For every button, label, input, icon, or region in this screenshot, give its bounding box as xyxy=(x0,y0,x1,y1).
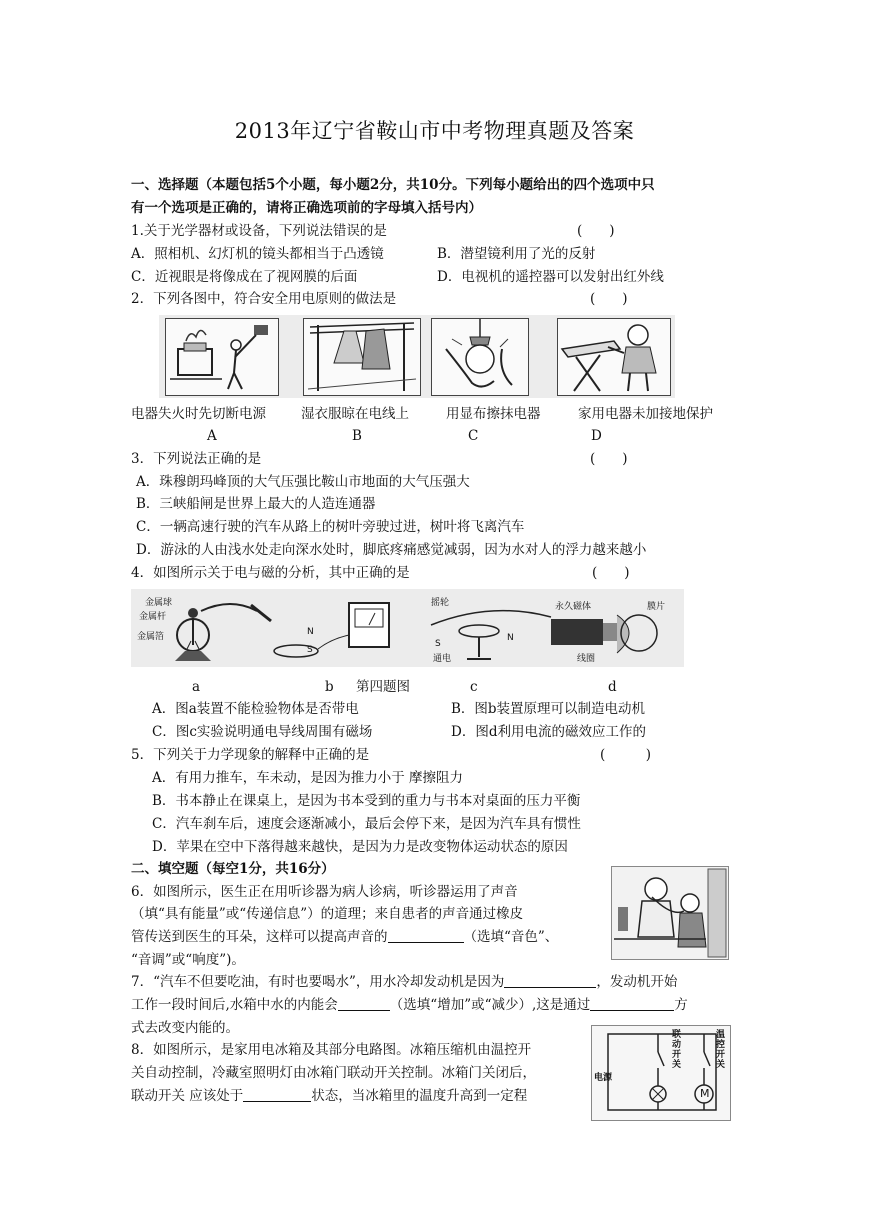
q2-panel-b-image xyxy=(303,318,421,396)
q1-paren: ( ) xyxy=(577,223,615,239)
q8-line1: 8．如图所示，是家用电冰箱及其部分电路图。冰箱压缩机由温控开 xyxy=(131,1042,532,1058)
q4-label-power-on: 通电 xyxy=(433,654,452,664)
q4-label-handle: 摇轮 xyxy=(431,598,450,608)
q7-line2-text-b: （选填“增加”或“减少）,这是通过 xyxy=(389,997,591,1013)
q3-paren: ( ) xyxy=(590,451,628,467)
q4-stem: 4．如图所示关于电与磁的分析，其中正确的是 xyxy=(131,565,410,581)
q4-label-magnet: 永久磁体 xyxy=(555,602,592,612)
q2-stem: 2．下列各图中，符合安全用电原则的做法是 xyxy=(131,291,397,307)
q4-option-b: B．图b装置原理可以制造电动机 xyxy=(451,701,646,717)
q2-letter-a: A xyxy=(207,428,217,444)
q4-option-a: A．图a装置不能检验物体是否带电 xyxy=(152,701,359,717)
q2-letter-d: D xyxy=(591,428,602,444)
q4-label-membrane: 膜片 xyxy=(647,602,666,612)
q8-label-linked-switch: 联动开关 xyxy=(672,1030,682,1070)
q6-line4: “音调”或“响度”)。 xyxy=(131,952,245,968)
q7-line1 xyxy=(131,972,677,992)
q6-answer-blank[interactable] xyxy=(388,928,464,943)
q1-option-c: C．近视眼是将像成在了视网膜的后面 xyxy=(131,269,358,285)
q8-label-motor: M xyxy=(700,1087,710,1100)
q6-line2: （填“具有能量”或“传递信息”）的道理；来自患者的声音通过橡皮 xyxy=(131,906,524,922)
section1-heading-line2: 有一个选项是正确的，请将正确选项前的字母填入括号内） xyxy=(131,200,482,216)
page-title: 2013年辽宁省鞍山市中考物理真题及答案 xyxy=(234,119,635,143)
q1-stem: 1.关于光学器材或设备，下列说法错误的是 xyxy=(131,223,387,239)
q5-paren: ( ) xyxy=(600,747,652,763)
q5-option-d: D．苹果在空中下落得越来越快，是因为力是改变物体运动状态的原因 xyxy=(152,839,568,855)
q7-line3: 式去改变内能的。 xyxy=(131,1020,239,1036)
q8-line2: 关自动控制，冷藏室照明灯由冰箱门联动开关控制。冰箱门关闭后， xyxy=(131,1065,536,1081)
q4-label-foil: 金属箔 xyxy=(137,632,165,642)
q3-option-a: A．珠穆朗玛峰顶的大气压强比鞍山市地面的大气压强大 xyxy=(136,474,470,490)
q4-fig-letter-a: a xyxy=(192,679,201,695)
q7-answer-blank-2[interactable] xyxy=(338,996,390,1011)
q3-option-c: C．一辆高速行驶的汽车从路上的树叶旁驶过进，树叶将飞离汽车 xyxy=(136,519,525,535)
q2-panel-c-image xyxy=(431,318,529,396)
q1-option-b: B．潜望镜利用了光的反射 xyxy=(437,246,596,262)
q2-paren: ( ) xyxy=(590,291,628,307)
q4-fig-caption: 第四题图 xyxy=(356,679,410,695)
q4-option-c: C．图c实验说明通电导线周围有磁场 xyxy=(152,724,373,740)
q7-line2-text-a: 工作一段时间后,水箱中水的内能会 xyxy=(131,997,338,1013)
q4-fig-letter-d: d xyxy=(608,679,617,695)
q2-caption-d: 家用电器未加接地保护 xyxy=(578,406,713,422)
q7-line2-text-c: 方 xyxy=(674,997,688,1013)
q8-label-temp-switch: 温控开关 xyxy=(716,1030,726,1070)
q2-figure xyxy=(159,315,675,398)
q6-line3-text-a: 管传送到医生的耳朵，这样可以提高声音的 xyxy=(131,929,388,945)
section2-heading: 二、填空题（每空1分，共16分） xyxy=(131,861,335,877)
q4-label-n-b: N xyxy=(307,627,314,637)
q5-option-b: B．书本静止在课桌上，是因为书本受到的重力与书本对桌面的压力平衡 xyxy=(152,793,581,809)
q4-label-s-b: S xyxy=(307,645,313,655)
q2-letter-b: B xyxy=(352,428,362,444)
q4-option-d: D．图d利用电流的磁效应工作的 xyxy=(451,724,646,740)
section1-heading-line1: 一、选择题（本题包括5个小题，每小题2分，共10分。下列每小题给出的四个选项中只 xyxy=(131,177,655,193)
q8-circuit-image xyxy=(591,1025,731,1121)
q7-answer-blank-1[interactable] xyxy=(504,973,596,988)
q8-line3 xyxy=(131,1086,527,1106)
q6-line3-text-b: （选填“音色”、 xyxy=(463,929,559,945)
q7-line1-text-a: 7．“汽车不但要吃油，有时也要喝水”，用水冷却发动机是因为 xyxy=(131,974,505,990)
q8-line3-text-b: 状态，当冰箱里的温度升高到一定程 xyxy=(311,1088,528,1104)
q7-line2 xyxy=(131,995,688,1015)
q3-option-b: B．三峡船闸是世界上最大的人造连通器 xyxy=(136,496,376,512)
q4-paren: ( ) xyxy=(592,565,630,581)
q4-label-coil: 线圈 xyxy=(577,654,596,664)
q5-option-a: A．有用力推车，车未动，是因为推力小于 摩擦阻力 xyxy=(152,770,464,786)
q4-fig-letter-c: c xyxy=(470,679,478,695)
q2-caption-a: 电器失火时先切断电源 xyxy=(131,406,266,422)
q3-option-d: D．游泳的人由浅水处走向深水处时，脚底疼痛感觉减弱，因为水对人的浮力越来越小 xyxy=(136,542,647,558)
q6-line3 xyxy=(131,927,558,947)
q5-option-c: C．汽车刹车后，速度会逐渐减小，最后会停下来，是因为汽车具有惯性 xyxy=(152,816,581,832)
q4-label-rod: 金属杆 xyxy=(139,612,167,622)
q1-option-a: A．照相机、幻灯机的镜头都相当于凸透镜 xyxy=(131,246,384,262)
q4-label-n-c: N xyxy=(507,633,514,643)
q3-stem: 3．下列说法正确的是 xyxy=(131,451,262,467)
q8-answer-blank[interactable] xyxy=(243,1087,311,1102)
q8-line3-text-a: 联动开关 应该处于 xyxy=(131,1088,244,1104)
q4-fig-letter-b: b xyxy=(325,679,334,695)
q2-letter-c: C xyxy=(468,428,479,444)
q2-panel-d-image xyxy=(557,318,671,396)
q2-panel-a-image xyxy=(165,318,279,396)
q5-stem: 5．下列关于力学现象的解释中正确的是 xyxy=(131,747,370,763)
q2-caption-c: 用显布擦抹电器 xyxy=(446,406,541,422)
q4-figure xyxy=(131,589,684,667)
q2-caption-b: 湿衣服晾在电线上 xyxy=(301,406,409,422)
q4-label-ball: 金属球 xyxy=(145,598,173,608)
q1-option-d: D．电视机的遥控器可以发射出红外线 xyxy=(437,269,664,285)
q6-line1: 6．如图所示，医生正在用听诊器为病人诊病，听诊器运用了声音 xyxy=(131,884,518,900)
q7-line1-text-b: ，发动机开始 xyxy=(596,974,678,990)
q6-stethoscope-image xyxy=(611,866,729,960)
q4-label-s-c: S xyxy=(435,639,441,649)
q8-label-power: 电源 xyxy=(594,1073,613,1083)
q7-answer-blank-3[interactable] xyxy=(590,996,674,1011)
